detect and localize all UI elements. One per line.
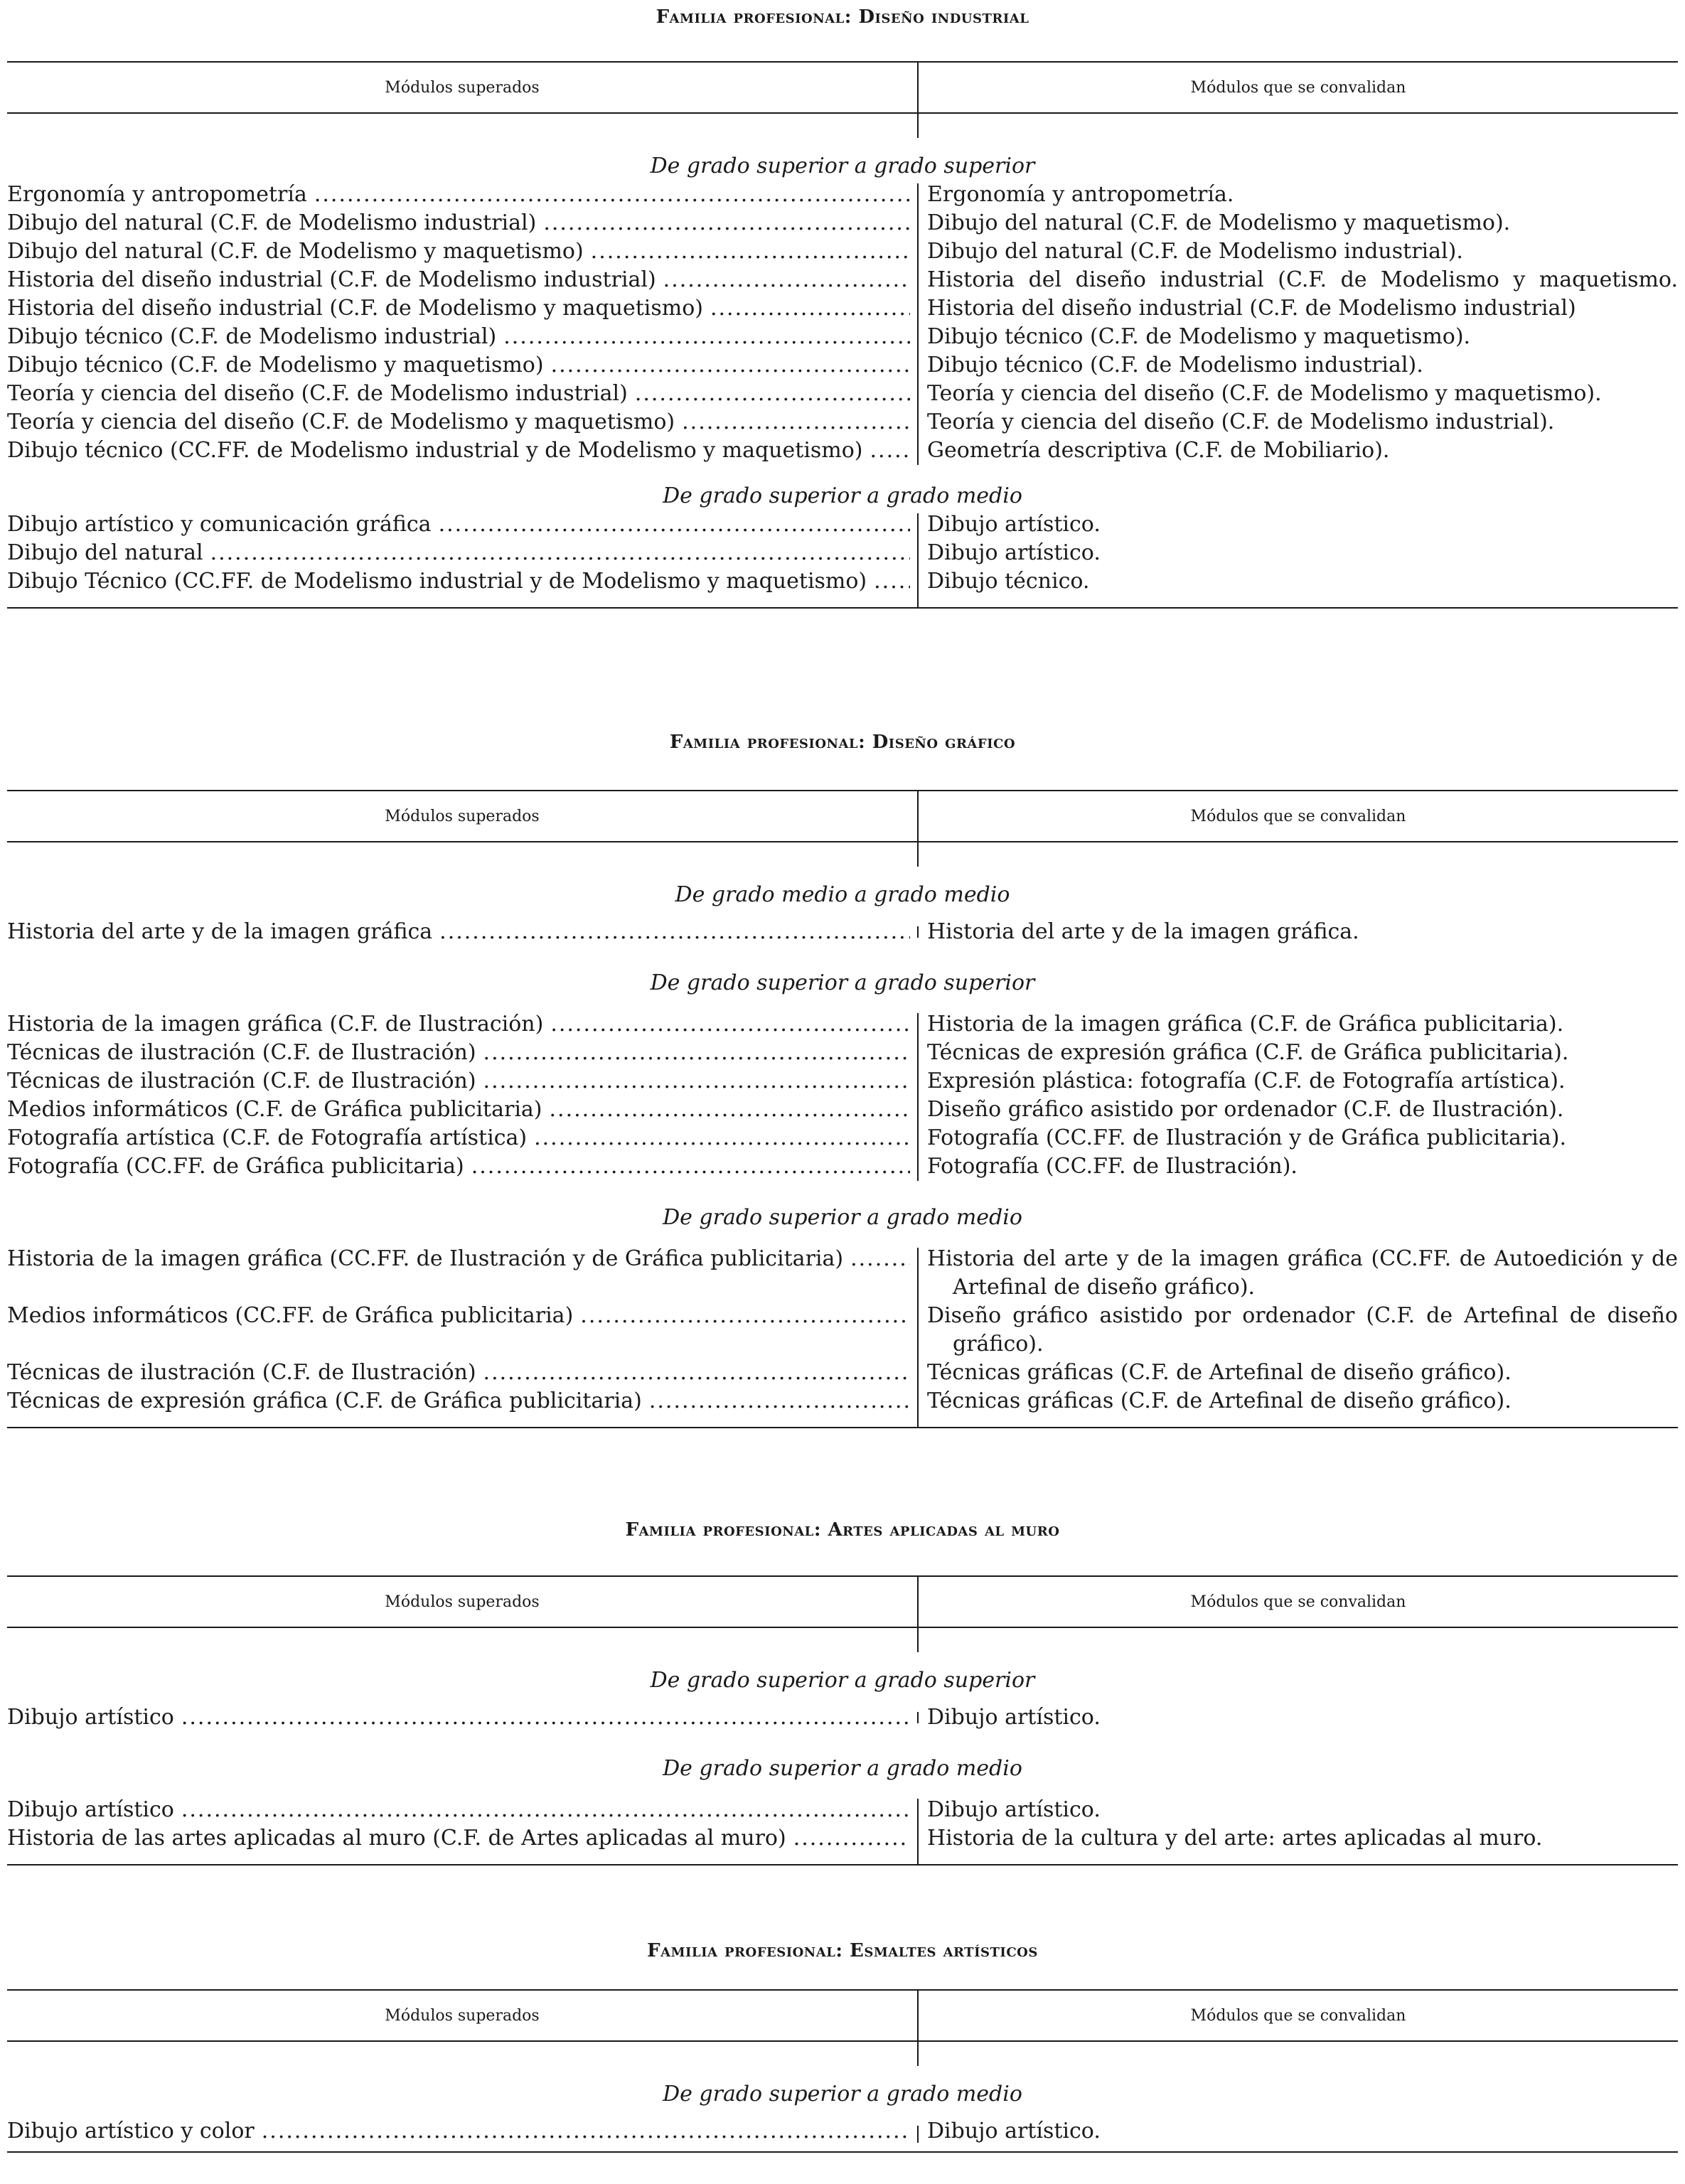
module-passed: Técnicas de ilustración (C.F. de Ilustración): [7, 1069, 476, 1093]
dot-leader: [551, 351, 910, 380]
table-row: [7, 510, 1678, 539]
dot-leader: [262, 2117, 910, 2146]
module-passed: Fotografía artística (C.F. de Fotografía artística): [7, 1125, 528, 1150]
module-validated: Dibujo del natural (C.F. de Modelismo y maquetismo).: [927, 210, 1511, 235]
dot-leader: [483, 1359, 910, 1387]
table-row: [7, 1302, 1678, 1359]
header-left: Módulos superados: [7, 1577, 919, 1627]
module-validated: Dibujo artístico.: [927, 1797, 1101, 1822]
module-validated: Teoría y ciencia del diseño (C.F. de Modelismo industrial).: [927, 410, 1555, 434]
rows-group: [7, 1245, 1678, 1428]
module-validated: Historia del diseño industrial (C.F. de Modelismo y maquetismo.: [927, 267, 1678, 292]
module-validated: Dibujo técnico.: [927, 569, 1090, 594]
table-row: [7, 181, 1678, 209]
module-validated: Dibujo técnico (C.F. de Modelismo industrial).: [927, 353, 1423, 378]
family-block: [7, 1934, 1678, 2153]
module-validated: Técnicas gráficas (C.F. de Artefinal de diseño gráfico).: [927, 1388, 1512, 1413]
dot-leader: [649, 1387, 910, 1415]
module-validated: Expresión plástica: fotografía (C.F. de Fotografía artística).: [927, 1069, 1566, 1093]
dot-leader: [314, 181, 910, 209]
module-passed: Dibujo artístico: [7, 1797, 174, 1822]
dot-leader: [635, 380, 910, 408]
table-row: [7, 380, 1678, 408]
dot-leader: [534, 1124, 910, 1152]
section-title: De grado superior a grado medio: [663, 483, 1022, 508]
table-row: [7, 1152, 1678, 1181]
table-row: [7, 1824, 1678, 1853]
table-header: [7, 790, 1678, 842]
module-validated: Fotografía (CC.FF. de Ilustración y de Gráfica publicitaria).: [927, 1125, 1566, 1150]
module-passed: Teoría y ciencia del diseño (C.F. de Modelismo y maquetismo): [7, 410, 675, 434]
dot-leader: [439, 918, 910, 946]
section-title: De grado superior a grado superior: [650, 154, 1035, 178]
module-validated: Fotografía (CC.FF. de Ilustración).: [927, 1154, 1298, 1179]
rows-group: [7, 181, 1678, 465]
dot-leader: [439, 510, 910, 539]
table-row: [7, 266, 1678, 294]
module-passed: Técnicas de ilustración (C.F. de Ilustración): [7, 1360, 476, 1385]
rows-group: [7, 918, 1678, 946]
module-validated: Técnicas de expresión gráfica (C.F. de Gráfica publicitaria).: [927, 1040, 1569, 1065]
module-passed: Historia del diseño industrial (C.F. de Modelismo y maquetismo): [7, 296, 703, 321]
module-validated: Diseño gráfico asistido por ordenador (C.F. de Ilustración).: [927, 1097, 1564, 1122]
module-passed: Medios informáticos (C.F. de Gráfica publicitaria): [7, 1097, 542, 1122]
dot-leader: [471, 1152, 910, 1181]
header-right: Módulos que se convalidan: [1190, 807, 1406, 825]
family-title: Familia profesional: Artes aplicadas al muro: [625, 1519, 1060, 1541]
family-block: [7, 725, 1678, 1428]
module-passed: Técnicas de ilustración (C.F. de Ilustración): [7, 1040, 476, 1065]
module-passed: Dibujo artístico: [7, 1705, 174, 1730]
module-validated: Dibujo artístico.: [927, 1705, 1101, 1730]
module-passed: Dibujo técnico (CC.FF. de Modelismo industrial y de Modelismo y maquetismo): [7, 438, 863, 463]
table-header: [7, 61, 1678, 114]
dot-leader: [682, 408, 910, 437]
rows-group: [7, 1796, 1678, 1866]
dot-leader: [550, 1010, 910, 1039]
module-passed: Historia de la imagen gráfica (CC.FF. de Ilustración y de Gráfica publicitaria): [7, 1246, 844, 1271]
module-passed: Historia del arte y de la imagen gráfica: [7, 919, 433, 944]
module-validated: Dibujo del natural (C.F. de Modelismo industrial).: [927, 239, 1463, 264]
section-title: De grado superior a grado medio: [663, 1205, 1022, 1230]
column-tick: [917, 114, 919, 138]
table-row: [7, 1245, 1678, 1302]
module-validated: Historia de la cultura y del arte: artes aplicadas al muro.: [927, 1826, 1543, 1851]
module-validated: Diseño gráfico asistido por ordenador (C.F. de Artefinal de diseño gráfico).: [927, 1303, 1678, 1356]
dot-leader: [580, 1302, 910, 1330]
table-row: [7, 1096, 1678, 1124]
table-row: [7, 294, 1678, 323]
section-title: De grado superior a grado medio: [663, 2082, 1022, 2107]
table-row: [7, 567, 1678, 596]
family-title: Familia profesional: Diseño gráfico: [669, 732, 1016, 753]
rows-group: [7, 1010, 1678, 1181]
module-validated: Geometría descriptiva (C.F. de Mobiliario).: [927, 438, 1390, 463]
family-title: Familia profesional: Diseño industrial: [656, 6, 1029, 28]
module-validated: Dibujo artístico.: [927, 2119, 1101, 2143]
section-title: De grado superior a grado superior: [650, 970, 1035, 995]
table-row: [7, 323, 1678, 351]
dot-leader: [874, 567, 910, 596]
module-validated: Historia del arte y de la imagen gráfica.: [927, 919, 1359, 944]
module-passed: Ergonomía y antropometría: [7, 182, 307, 207]
table-row: [7, 1010, 1678, 1039]
column-tick: [917, 1628, 919, 1652]
dot-leader: [710, 294, 910, 323]
module-validated: Dibujo artístico.: [927, 512, 1101, 537]
module-passed: Historia de las artes aplicadas al muro (C.F. de Artes aplicadas al muro): [7, 1826, 786, 1851]
table-row: [7, 209, 1678, 237]
table-row: [7, 1796, 1678, 1824]
module-passed: Dibujo del natural (C.F. de Modelismo y maquetismo): [7, 239, 584, 264]
table-row: [7, 1124, 1678, 1152]
module-passed: Fotografía (CC.FF. de Gráfica publicitaria): [7, 1154, 464, 1179]
dot-leader: [591, 237, 910, 266]
module-validated: Historia del diseño industrial (C.F. de Modelismo industrial): [927, 296, 1576, 321]
dot-leader: [793, 1824, 910, 1853]
table-row: [7, 1387, 1678, 1415]
table-header: [7, 1989, 1678, 2042]
module-passed: Dibujo técnico (C.F. de Modelismo y maquetismo): [7, 353, 544, 378]
section-title: De grado medio a grado medio: [675, 882, 1010, 907]
module-passed: Historia del diseño industrial (C.F. de Modelismo industrial): [7, 267, 656, 292]
module-passed: Dibujo artístico y comunicación gráfica: [7, 512, 432, 537]
column-tick: [917, 842, 919, 867]
module-passed: Dibujo del natural (C.F. de Modelismo industrial): [7, 210, 537, 235]
module-passed: Dibujo Técnico (CC.FF. de Modelismo industrial y de Modelismo y maquetismo): [7, 569, 867, 594]
dot-leader: [543, 209, 910, 237]
table-row: [7, 237, 1678, 266]
table-row: [7, 1067, 1678, 1096]
header-left: Módulos superados: [7, 1991, 919, 2040]
header-right: Módulos que se convalidan: [1190, 78, 1406, 97]
table-row: [7, 351, 1678, 380]
rows-group: [7, 510, 1678, 609]
table-row: [7, 1703, 1678, 1732]
module-passed: Medios informáticos (CC.FF. de Gráfica publicitaria): [7, 1303, 574, 1328]
section-title: De grado superior a grado medio: [663, 1756, 1022, 1781]
dot-leader: [483, 1067, 910, 1096]
rows-group: [7, 1703, 1678, 1732]
dot-leader: [181, 1796, 910, 1824]
family-block: [7, 0, 1678, 609]
family-title: Familia profesional: Esmaltes artísticos: [647, 1940, 1038, 1961]
module-passed: Historia de la imagen gráfica (C.F. de Ilustración): [7, 1012, 544, 1037]
header-right: Módulos que se convalidan: [1190, 2006, 1406, 2025]
dot-leader: [550, 1096, 910, 1124]
header-left: Módulos superados: [7, 791, 919, 841]
table-row: [7, 918, 1678, 946]
module-passed: Dibujo técnico (C.F. de Modelismo industrial): [7, 324, 497, 349]
module-validated: Ergonomía y antropometría.: [927, 182, 1234, 207]
table-row: [7, 539, 1678, 567]
module-validated: Teoría y ciencia del diseño (C.F. de Modelismo y maquetismo).: [927, 381, 1602, 406]
module-validated: Técnicas gráficas (C.F. de Artefinal de diseño gráfico).: [927, 1360, 1512, 1385]
module-validated: Historia del arte y de la imagen gráfica (CC.FF. de Autoedición y de Artefinal de diseño gráfico).: [927, 1246, 1678, 1300]
table-row: [7, 408, 1678, 437]
dot-leader: [483, 1039, 910, 1067]
section-title: De grado superior a grado superior: [650, 1668, 1035, 1693]
dot-leader: [850, 1245, 910, 1273]
module-validated: Historia de la imagen gráfica (C.F. de Gráfica publicitaria).: [927, 1012, 1564, 1037]
table-row: [7, 437, 1678, 465]
family-block: [7, 1513, 1678, 1866]
module-validated: Dibujo artístico.: [927, 540, 1101, 565]
table-row: [7, 1039, 1678, 1067]
dot-leader: [663, 266, 910, 294]
header-left: Módulos superados: [7, 63, 919, 112]
dot-leader: [870, 437, 910, 465]
rows-group: [7, 2117, 1678, 2153]
table-header: [7, 1575, 1678, 1628]
module-passed: Teoría y ciencia del diseño (C.F. de Modelismo industrial): [7, 381, 628, 406]
module-passed: Dibujo artístico y color: [7, 2119, 255, 2143]
dot-leader: [210, 539, 910, 567]
header-right: Módulos que se convalidan: [1190, 1592, 1406, 1611]
dot-leader: [181, 1703, 910, 1732]
table-row: [7, 2117, 1678, 2146]
module-passed: Técnicas de expresión gráfica (C.F. de Gráfica publicitaria): [7, 1388, 642, 1413]
table-row: [7, 1359, 1678, 1387]
column-tick: [917, 2042, 919, 2066]
dot-leader: [503, 323, 910, 351]
module-passed: Dibujo del natural: [7, 540, 203, 565]
module-validated: Dibujo técnico (C.F. de Modelismo y maquetismo).: [927, 324, 1471, 349]
